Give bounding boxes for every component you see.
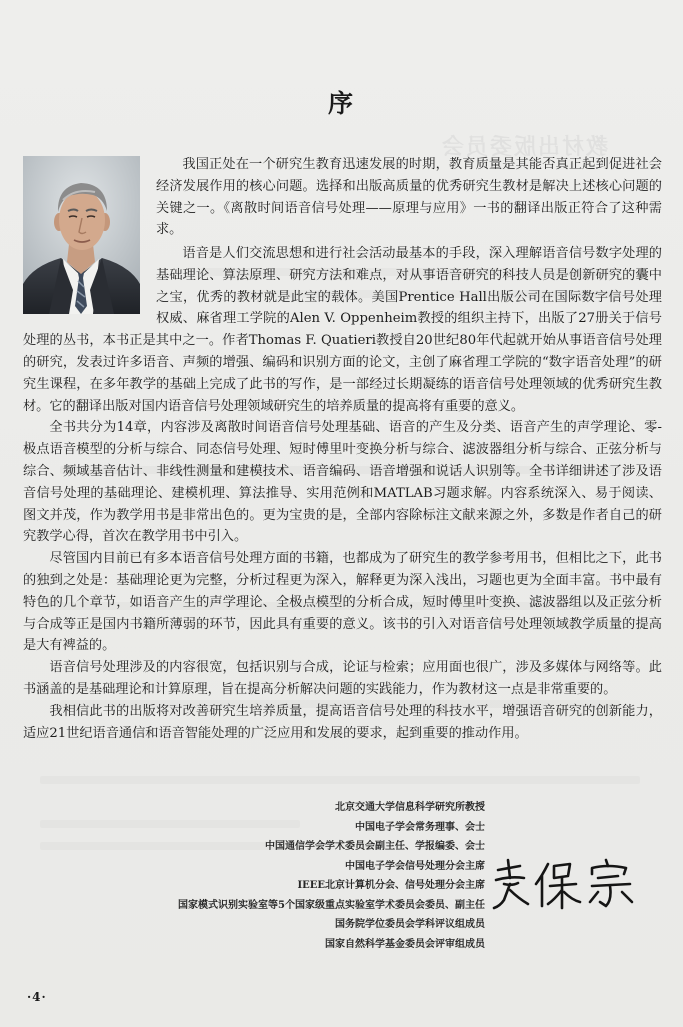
paragraph-3: 全书共分为14章，内容涉及离散时间语音信号处理基础、语音的产生及分类、语音产生的声学理论、零-极点语音模型的分析与综合、同态信号处理、短时傅里叶变换分析与综合、滤波器组分析与综合、正弦分析与综合、频域基音估计、非线性测量和建模技术、语音编码、语音增强和说话人识别等。全书详细讲述了涉及语音信号处理的基础理论、建模机理、算法推导、实用范例和MATLAB习题求解。内容系统深入、易于阅读、图文并茂，作为教学用书是非常出色的。更为宝贵的是，全部内容除标注文献来源之外，多数是作者自己的研究教学心得，首次在教学用书中引入。 <box>23 420 662 545</box>
page-title: 序 <box>327 89 355 118</box>
credential-line: 国家模式识别实验室等5个国家级重点实验室学术委员会委员、副主任 <box>178 899 485 911</box>
credential-line: IEEE北京计算机分会、信号处理分会主席 <box>297 880 485 891</box>
credential-line: 中国通信学会学术委员会副主任、学报编委、会士 <box>265 841 485 852</box>
paragraph-5: 语音信号处理涉及的内容很宽，包括识别与合成，论证与检索；应用面也很广，涉及多媒体与网络等。此书涵盖的是基础理论和计算原理，旨在提高分析解决问题的实践能力，作为教材这一点是非常重要的。 <box>23 660 662 697</box>
paragraph-6: 我相信此书的出版将对改善研究生培养质量，提高语音信号处理的科技水平，增强语音研究的创新能力，适应21世纪语音通信和语音智能处理的广泛应用和发展的要求，起到重要的推动作用。 <box>23 703 662 741</box>
author-credentials <box>178 798 485 954</box>
credential-line: 中国电子学会常务理事、会士 <box>355 821 485 833</box>
body-text-top <box>156 154 662 241</box>
credential-line: 中国电子学会信号处理分会主席 <box>345 860 485 872</box>
credential-line: 国务院学位委员会学科评议组成员 <box>335 919 485 930</box>
page-number: ·4· <box>27 990 47 1004</box>
paragraph-4: 尽管国内目前已有多本语音信号处理方面的书籍，也都成为了研究生的教学参考用书，但相比之下，此书的独到之处是：基础理论更为完整，分析过程更为深入，解释更为深入浅出，习题也更为全面丰富。书中最有特色的几个章节，如语音产生的声学理论、全极点模型的分析合成，短时傅里叶变换、滤波器组以及正弦分析与合成等正是国内书籍所薄弱的环节，因此具有重要的意义。该书的引入对语音信号处理领域教学质量的提高是大有裨益的。 <box>23 551 662 654</box>
body-text-main <box>23 243 662 744</box>
bleed-through-texture: 教材出版委员会 <box>0 0 683 1027</box>
handwritten-signature <box>490 856 640 912</box>
credential-line: 国家自然科学基金委员会评审组成员 <box>325 938 485 950</box>
paragraph-1: 我国正处在一个研究生教育迅速发展的时期，教育质量是其能否真正起到促进社会经济发展作用的核心问题。选择和出版高质量的优秀研究生教材是解决上述核心问题的关键之一。《离散时间语音信号处理——原理与应用》一书的翻译出版正符合了这种需求。 <box>156 157 662 238</box>
paragraph-2: 语音是人们交流思想和进行社会活动最基本的手段，深入理解语音信号数字处理的基础理论、算法原理、研究方法和难点，对从事语音研究的科技人员是创新研究的囊中之宝，优秀的教材就是此宝的载体。美国Prentice Hall出版公司在国际数字信号处理权威、麻省理工学院的Alen V. Oppenheim教授的组织主持下，出版了27册关于信号处理的丛书，本书正是其中之一。作者Thomas F. Quatieri教授自20世纪80年代起就开始从事语音信号处理的研究，发表过许多语音、声频的增强、编码和识别方面的论文，主创了麻省理工学院的“数字语音处理”的研究生课程，在多年教学的基础上完成了此书的写作，是一部经过长期凝练的语音信号处理领域的优秀研究生教材。它的翻译出版对国内语音信号处理领域研究生的培养质量的提高将有重要的意义。 <box>23 246 662 414</box>
portrait-wrap-spacer <box>23 243 156 327</box>
credential-line: 北京交通大学信息科学研究所教授 <box>335 802 485 813</box>
